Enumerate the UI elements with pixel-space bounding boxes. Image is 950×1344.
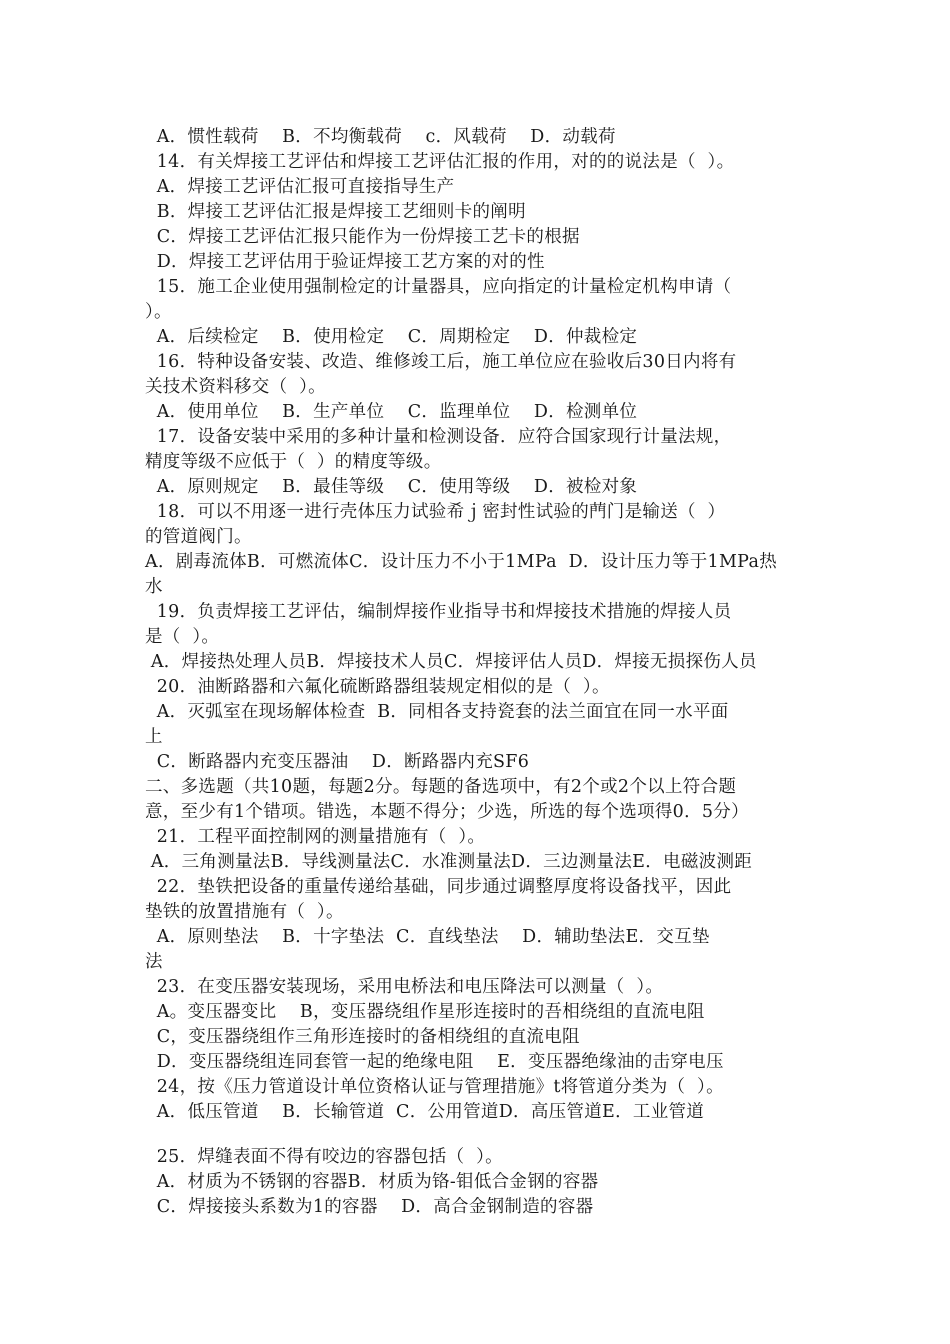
q19-stem-cont: 是（ ）。 [145, 627, 220, 647]
q18-options: A．剧毒流体B．可燃流体C．设计压力不小于1MPa D．设计压力等于1MPa热 [145, 552, 777, 572]
q14-option-a: A．焊接工艺评估汇报可直接指导生产 [145, 177, 455, 197]
q24-stem: 24，按《压力管道设计单位资格认证与管理措施》t将管道分类为（ ）。 [145, 1077, 724, 1097]
q25-options-ab: A．材质为不锈钢的容器B．材质为铬-钼低合金钢的容器 [145, 1172, 599, 1192]
q20-stem: 20．油断路器和六氟化硫断路器组装规定相似的是（ ）。 [145, 677, 610, 697]
q20-options-ab: A．灭弧室在现场解体检查 B．同相各支持瓷套的法兰面宜在同一水平面 [145, 702, 729, 722]
q23-options-de: D．变压器绕组连同套管一起的绝缘电阻 E．变压器绝缘油的击穿电压 [145, 1052, 724, 1072]
q15-options: A．后续检定 B．使用检定 C．周期检定 D．仲裁检定 [145, 327, 638, 347]
q14-option-b: B．焊接工艺评估汇报是焊接工艺细则卡的阐明 [145, 202, 526, 222]
q20-options-cd: C．断路器内充变压器油 D．断路器内充SF6 [145, 752, 530, 772]
q25-stem: 25．焊缝表面不得有咬边的容器包括（ ）。 [145, 1147, 503, 1167]
q25-options-cd: C．焊接接头系数为1的容器 D．高合金钢制造的容器 [145, 1197, 594, 1217]
q14-option-d: D．焊接工艺评估用于验证焊接工艺方案的对的性 [145, 252, 545, 272]
q18-options-cont: 水 [145, 577, 163, 597]
q20-options-ab-cont: 上 [145, 727, 163, 747]
q22-stem-cont: 垫铁的放置措施有（ ）。 [145, 902, 344, 922]
q21-options: A．三角测量法B．导线测量法C．水准测量法D．三边测量法E．电磁波测距 [145, 852, 753, 872]
q19-options: A．焊接热处理人员B．焊接技术人员C．焊接评估人员D．焊接无损探伤人员 [145, 652, 757, 672]
q22-options-cont: 法 [145, 952, 163, 972]
q24-options: A．低压管道 B．长输管道 C．公用管道D．高压管道E．工业管道 [145, 1102, 705, 1122]
q14-stem: 14．有关焊接工艺评估和焊接工艺评估汇报的作用，对的的说法是（ ）。 [145, 152, 735, 172]
q16-options: A．使用单位 B．生产单位 C．监理单位 D．检测单位 [145, 402, 638, 422]
section-2-heading: 二、多选题（共10题，每题2分。每题的备选项中，有2个或2个以上符合题 [145, 777, 737, 797]
q17-options: A．原则规定 B．最佳等级 C．使用等级 D．被检对象 [145, 477, 638, 497]
q13-options: A．惯性载荷 B．不均衡载荷 c．风载荷 D．动载荷 [145, 127, 616, 147]
q15-stem: 15．施工企业使用强制检定的计量器具，应向指定的计量检定机构申请（ [145, 277, 732, 297]
q17-stem: 17．设备安装中采用的多种计量和检测设备．应符合国家现行计量法规， [145, 427, 732, 447]
q16-stem: 16．特种设备安装、改造、维修竣工后，施工单位应在验收后30日内将有 [145, 352, 737, 372]
section-2-heading-cont: 意，至少有1个错项。错选，本题不得分；少选，所选的每个选项得0．5分） [145, 802, 749, 822]
q19-stem: 19．负责焊接工艺评估，编制焊接作业指导书和焊接技术措施的焊接人员 [145, 602, 732, 622]
q18-stem: 18．可以不用逐一进行壳体压力试验希ｊ密封性试验的菛门是输送（ ） [145, 502, 726, 522]
q15-stem-cont: ）。 [145, 302, 172, 322]
q14-option-c: C．焊接工艺评估汇报只能作为一份焊接工艺卡的根据 [145, 227, 580, 247]
q17-stem-cont: 精度等级不应低于（ ）的精度等级。 [145, 452, 442, 472]
q23-option-c: C，变压器绕组作三角形连接时的备相绕组的直流电阻 [145, 1027, 580, 1047]
q23-options-ab: A。变压器变比 B，变压器绕组作星形连接时的吾相绕组的直流电阻 [145, 1002, 705, 1022]
q23-stem: 23．在变压器安装现场，采用电桥法和电压降法可以测量（ ）。 [145, 977, 664, 997]
q18-stem-cont: 的管道阀门。 [145, 527, 252, 547]
q16-stem-cont: 关技术资料移交（ ）。 [145, 377, 326, 397]
q22-stem: 22．垫铁把设备的重量传递给基础，同步通过调整厚度将设备找平，因此 [145, 877, 732, 897]
q22-options: A．原则垫法 B．十字垫法 C．直线垫法 D．辅助垫法E．交互垫 [145, 927, 710, 947]
q21-stem: 21．工程平面控制网的测量措施有（ ）。 [145, 827, 486, 847]
